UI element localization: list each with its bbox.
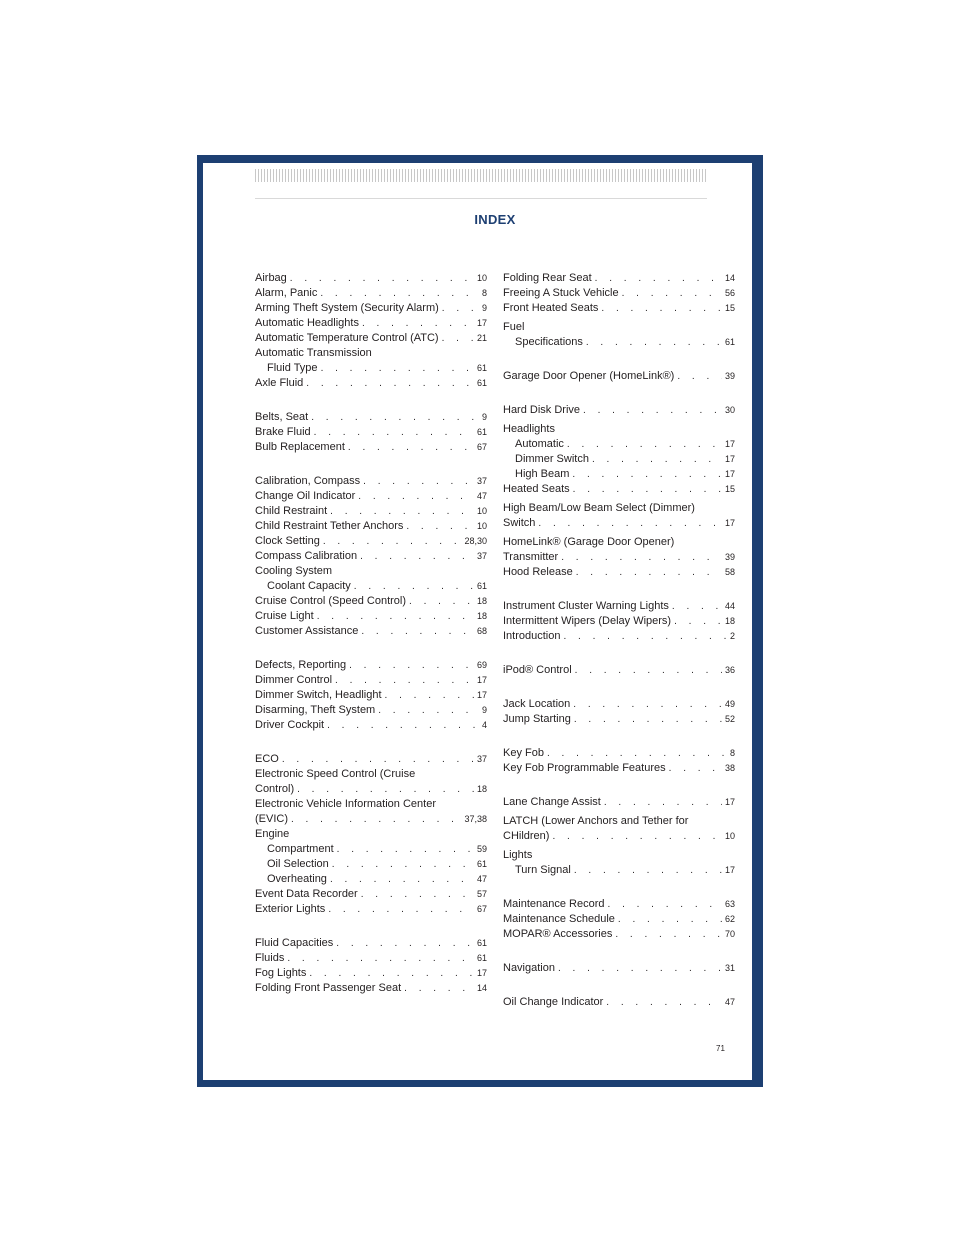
index-entry [255, 489, 487, 504]
entry-label: Switch [503, 517, 536, 529]
entry-page-number: 61 [476, 363, 487, 373]
entry-label: Transmitter [503, 551, 559, 563]
entry-label: Oil Selection [267, 858, 329, 870]
index-heading: Engine [255, 828, 290, 840]
index-entry [503, 629, 735, 644]
index-subentry [255, 361, 487, 376]
dot-leader [335, 673, 474, 688]
index-subentry [503, 467, 735, 482]
entry-label: Dimmer Switch, Headlight [255, 689, 382, 701]
entry-page-number: 44 [724, 601, 735, 611]
entry-label: Intermittent Wipers (Delay Wipers) [503, 615, 672, 627]
entry-label: Belts, Seat [255, 411, 309, 423]
index-spacer [503, 384, 735, 403]
entry-page-number: 4 [481, 720, 487, 730]
entry-page-number: 61 [476, 427, 487, 437]
index-entry [503, 746, 735, 761]
entry-page-number: 61 [476, 938, 487, 948]
header-divider [255, 198, 707, 199]
dot-leader [328, 902, 474, 917]
index-entry [255, 782, 487, 797]
entry-label: Arming Theft System (Security Alarm) [255, 302, 439, 314]
dot-leader [358, 489, 474, 504]
index-subentry [503, 437, 735, 452]
dot-leader [583, 403, 722, 418]
entry-page-number: 37 [476, 551, 487, 561]
index-entry [503, 961, 735, 976]
entry-page-number: 39 [724, 371, 735, 381]
dot-leader [608, 897, 722, 912]
entry-page-number: 67 [476, 442, 487, 452]
index-column-left [255, 271, 487, 996]
entry-label: Hard Disk Drive [503, 404, 581, 416]
index-entry [503, 369, 735, 384]
entry-label: Exterior Lights [255, 903, 326, 915]
index-entry [255, 624, 487, 639]
entry-page-number: 18 [476, 611, 487, 621]
index-entry [255, 425, 487, 440]
entry-label: Introduction [503, 630, 561, 642]
entry-label: CHildren) [503, 830, 550, 842]
entry-label: Automatic Temperature Control (ATC) [255, 332, 439, 344]
entry-label: Oil Change Indicator [503, 996, 604, 1008]
entry-page-number: 9 [481, 303, 487, 313]
entry-page-number: 10 [476, 521, 487, 531]
dot-leader [595, 271, 722, 286]
index-subentry [255, 579, 487, 594]
dot-leader [576, 565, 722, 580]
index-heading: Lights [503, 849, 533, 861]
index-heading: Electronic Vehicle Information Center [255, 798, 436, 810]
dot-leader [287, 951, 474, 966]
entry-page-number: 18 [476, 596, 487, 606]
index-spacer [255, 733, 487, 752]
index-entry [255, 902, 487, 917]
entry-page-number: 17 [724, 865, 735, 875]
entry-label: Automatic Headlights [255, 317, 359, 329]
dot-leader [323, 534, 462, 549]
index-entry [255, 474, 487, 489]
entry-label: Control) [255, 783, 295, 795]
entry-page-number: 70 [724, 929, 735, 939]
index-entry [255, 752, 487, 767]
entry-page-number: 37 [476, 754, 487, 764]
entry-page-number: 49 [724, 699, 735, 709]
entry-label: Jump Starting [503, 713, 571, 725]
dot-leader [404, 981, 474, 996]
entry-label: Key Fob [503, 747, 544, 759]
dot-leader [317, 609, 474, 624]
entry-label: Key Fob Programmable Features [503, 762, 666, 774]
entry-page-number: 61 [724, 337, 735, 347]
index-entry [255, 331, 487, 346]
entry-label: Child Restraint Tether Anchors [255, 520, 404, 532]
dot-leader [320, 286, 479, 301]
index-entry [503, 697, 735, 712]
index-entry [503, 663, 735, 678]
index-entry [503, 286, 735, 301]
index-heading: High Beam/Low Beam Select (Dimmer) [503, 502, 695, 514]
entry-page-number: 8 [481, 288, 487, 298]
entry-page-number: 8 [729, 748, 735, 758]
page-title: INDEX [474, 212, 516, 227]
dot-leader [575, 663, 722, 678]
dot-leader [552, 829, 722, 844]
header-rule-pattern [255, 169, 707, 182]
entry-label: Calibration, Compass [255, 475, 361, 487]
entry-page-number: 37 [476, 476, 487, 486]
entry-page-number: 2 [729, 631, 735, 641]
index-entry [255, 673, 487, 688]
entry-label: iPod® Control [503, 664, 572, 676]
index-heading: HomeLink® (Garage Door Opener) [503, 536, 675, 548]
page-number: 71 [716, 1044, 725, 1053]
index-subentry [255, 842, 487, 857]
entry-label: Fluid Type [267, 362, 318, 374]
dot-leader [573, 482, 722, 497]
entry-label: Child Restraint [255, 505, 328, 517]
index-spacer [255, 455, 487, 474]
entry-page-number: 52 [724, 714, 735, 724]
entry-label: Lane Change Assist [503, 796, 601, 808]
dot-leader [604, 795, 722, 810]
index-spacer [503, 580, 735, 599]
entry-label: Automatic [515, 438, 564, 450]
dot-leader [558, 961, 722, 976]
entry-label: Disarming, Theft System [255, 704, 376, 716]
index-spacer [503, 727, 735, 746]
index-entry [255, 658, 487, 673]
entry-page-number: 17 [724, 439, 735, 449]
entry-label: Cruise Light [255, 610, 314, 622]
dot-leader [314, 425, 474, 440]
dot-leader [586, 335, 722, 350]
entry-label: Change Oil Indicator [255, 490, 356, 502]
index-entry [255, 504, 487, 519]
index-entry [255, 286, 487, 301]
index-spacer [503, 678, 735, 697]
entry-label: Clock Setting [255, 535, 320, 547]
index-spacer [503, 976, 735, 995]
entry-page-number: 30 [724, 405, 735, 415]
entry-page-number: 10 [476, 506, 487, 516]
index-spacer [503, 350, 735, 369]
entry-page-number: 47 [476, 874, 487, 884]
index-subentry [503, 863, 735, 878]
entry-label: Front Heated Seats [503, 302, 599, 314]
index-entry [503, 403, 735, 418]
entry-label: Overheating [267, 873, 327, 885]
entry-label: Dimmer Switch [515, 453, 589, 465]
dot-leader [330, 872, 474, 887]
entry-label: Fluid Capacities [255, 937, 334, 949]
entry-page-number: 58 [724, 567, 735, 577]
index-entry [255, 410, 487, 425]
index-spacer [503, 878, 735, 897]
index-entry [255, 936, 487, 951]
dot-leader [561, 550, 722, 565]
dot-leader [361, 624, 474, 639]
dot-leader [306, 376, 474, 391]
dot-leader [336, 936, 474, 951]
dot-leader [574, 712, 722, 727]
index-entry [255, 549, 487, 564]
dot-leader [360, 549, 474, 564]
dot-leader [361, 887, 474, 902]
dot-leader [547, 746, 727, 761]
index-entry [503, 995, 735, 1010]
entry-page-number: 61 [476, 378, 487, 388]
index-entry [503, 829, 735, 844]
entry-label: Compass Calibration [255, 550, 358, 562]
entry-page-number: 57 [476, 889, 487, 899]
entry-page-number: 37,38 [464, 814, 487, 824]
entry-page-number: 17 [724, 469, 735, 479]
index-subentry [255, 872, 487, 887]
index-spacer [503, 942, 735, 961]
dot-leader [330, 504, 474, 519]
entry-label: Coolant Capacity [267, 580, 351, 592]
entry-label: Hood Release [503, 566, 573, 578]
entry-page-number: 47 [476, 491, 487, 501]
entry-label: Driver Cockpit [255, 719, 325, 731]
index-entry [255, 966, 487, 981]
dot-leader [622, 286, 722, 301]
index-spacer [255, 639, 487, 658]
index-entry [503, 482, 735, 497]
dot-leader [601, 301, 722, 316]
entry-label: Axle Fluid [255, 377, 304, 389]
entry-page-number: 18 [476, 784, 487, 794]
dot-leader [538, 516, 722, 531]
dot-leader [409, 594, 474, 609]
index-entry [255, 951, 487, 966]
entry-label: Defects, Reporting [255, 659, 347, 671]
index-entry [255, 440, 487, 455]
index-entry [255, 271, 487, 286]
entry-page-number: 14 [724, 273, 735, 283]
dot-leader [321, 361, 474, 376]
entry-page-number: 14 [476, 983, 487, 993]
index-entry [255, 609, 487, 624]
entry-page-number: 59 [476, 844, 487, 854]
index-entry [503, 761, 735, 776]
dot-leader [442, 331, 474, 346]
entry-page-number: 17 [724, 518, 735, 528]
dot-leader [406, 519, 474, 534]
entry-label: Customer Assistance [255, 625, 359, 637]
index-entry [503, 516, 735, 531]
index-entry [255, 534, 487, 549]
dot-leader [378, 703, 479, 718]
entry-label: Turn Signal [515, 864, 571, 876]
entry-page-number: 10 [476, 273, 487, 283]
index-entry [255, 316, 487, 331]
dot-leader [606, 995, 722, 1010]
entry-page-number: 9 [481, 705, 487, 715]
entry-label: Bulb Replacement [255, 441, 345, 453]
entry-page-number: 61 [476, 953, 487, 963]
index-heading: Cooling System [255, 565, 333, 577]
index-entry [503, 912, 735, 927]
entry-label: Event Data Recorder [255, 888, 358, 900]
entry-page-number: 61 [476, 581, 487, 591]
index-entry [503, 565, 735, 580]
entry-page-number: 21 [476, 333, 487, 343]
entry-label: Folding Rear Seat [503, 272, 592, 284]
entry-label: Folding Front Passenger Seat [255, 982, 402, 994]
entry-page-number: 38 [724, 763, 735, 773]
dot-leader [618, 912, 722, 927]
entry-page-number: 15 [724, 303, 735, 313]
index-entry [255, 688, 487, 703]
index-entry [255, 887, 487, 902]
entry-label: Instrument Cluster Warning Lights [503, 600, 669, 612]
index-heading: Headlights [503, 423, 555, 435]
index-subentry [503, 452, 735, 467]
dot-leader [574, 863, 722, 878]
entry-label: Heated Seats [503, 483, 570, 495]
entry-label: Fluids [255, 952, 285, 964]
dot-leader [290, 271, 474, 286]
index-entry [255, 703, 487, 718]
entry-label: MOPAR® Accessories [503, 928, 613, 940]
entry-page-number: 69 [476, 660, 487, 670]
dot-leader [572, 467, 722, 482]
entry-page-number: 10 [724, 831, 735, 841]
index-entry [503, 712, 735, 727]
index-spacer [255, 391, 487, 410]
entry-label: Dimmer Control [255, 674, 333, 686]
index-entry [255, 981, 487, 996]
dot-leader [311, 410, 479, 425]
index-entry [503, 301, 735, 316]
dot-leader [337, 842, 474, 857]
dot-leader [674, 614, 722, 629]
dot-leader [672, 599, 722, 614]
entry-label: Alarm, Panic [255, 287, 318, 299]
dot-leader [592, 452, 722, 467]
entry-label: Fog Lights [255, 967, 307, 979]
entry-page-number: 17 [724, 454, 735, 464]
entry-label: Freeing A Stuck Vehicle [503, 287, 619, 299]
entry-page-number: 17 [476, 318, 487, 328]
entry-label: (EVIC) [255, 813, 288, 825]
entry-label: Cruise Control (Speed Control) [255, 595, 407, 607]
entry-label: Brake Fluid [255, 426, 311, 438]
dot-leader [297, 782, 474, 797]
dot-leader [573, 697, 722, 712]
dot-leader [669, 761, 722, 776]
index-entry [503, 795, 735, 810]
index-subentry [255, 857, 487, 872]
entry-page-number: 18 [724, 616, 735, 626]
entry-label: Compartment [267, 843, 334, 855]
entry-page-number: 17 [476, 968, 487, 978]
index-entry [255, 376, 487, 391]
index-entry [255, 519, 487, 534]
entry-label: Airbag [255, 272, 287, 284]
dot-leader [282, 752, 474, 767]
index-entry [503, 897, 735, 912]
index-column-right [503, 271, 735, 1010]
dot-leader [363, 474, 474, 489]
index-subentry [503, 335, 735, 350]
entry-page-number: 68 [476, 626, 487, 636]
dot-leader [332, 857, 474, 872]
index-entry [503, 599, 735, 614]
entry-page-number: 47 [724, 997, 735, 1007]
entry-page-number: 36 [724, 665, 735, 675]
entry-page-number: 62 [724, 914, 735, 924]
dot-leader [291, 812, 461, 827]
entry-page-number: 63 [724, 899, 735, 909]
entry-page-number: 17 [476, 690, 487, 700]
index-spacer [255, 917, 487, 936]
dot-leader [615, 927, 722, 942]
entry-label: ECO [255, 753, 279, 765]
entry-page-number: 17 [724, 797, 735, 807]
dot-leader [309, 966, 474, 981]
index-spacer [503, 776, 735, 795]
entry-page-number: 31 [724, 963, 735, 973]
dot-leader [354, 579, 474, 594]
index-entry [503, 614, 735, 629]
dot-leader [348, 440, 474, 455]
index-entry [503, 550, 735, 565]
index-entry [255, 718, 487, 733]
entry-page-number: 17 [476, 675, 487, 685]
index-entry [255, 301, 487, 316]
index-entry [503, 927, 735, 942]
entry-label: Garage Door Opener (HomeLink®) [503, 370, 675, 382]
index-spacer [503, 644, 735, 663]
index-entry [255, 594, 487, 609]
entry-label: Specifications [515, 336, 583, 348]
entry-label: Jack Location [503, 698, 571, 710]
entry-label: Maintenance Schedule [503, 913, 615, 925]
entry-page-number: 67 [476, 904, 487, 914]
dot-leader [442, 301, 479, 316]
dot-leader [362, 316, 474, 331]
entry-page-number: 15 [724, 484, 735, 494]
entry-page-number: 28,30 [464, 536, 487, 546]
dot-leader [385, 688, 474, 703]
entry-page-number: 61 [476, 859, 487, 869]
dot-leader [567, 437, 722, 452]
dot-leader [677, 369, 722, 384]
index-heading: Electronic Speed Control (Cruise [255, 768, 416, 780]
index-heading: Automatic Transmission [255, 347, 372, 359]
index-entry [503, 271, 735, 286]
dot-leader [349, 658, 474, 673]
dot-leader [563, 629, 727, 644]
entry-label: Navigation [503, 962, 555, 974]
index-entry [255, 812, 487, 827]
entry-label: High Beam [515, 468, 570, 480]
index-heading: LATCH (Lower Anchors and Tether for [503, 815, 689, 827]
entry-page-number: 39 [724, 552, 735, 562]
entry-label: Maintenance Record [503, 898, 605, 910]
entry-page-number: 56 [724, 288, 735, 298]
entry-page-number: 9 [481, 412, 487, 422]
index-heading: Fuel [503, 321, 525, 333]
dot-leader [327, 718, 479, 733]
